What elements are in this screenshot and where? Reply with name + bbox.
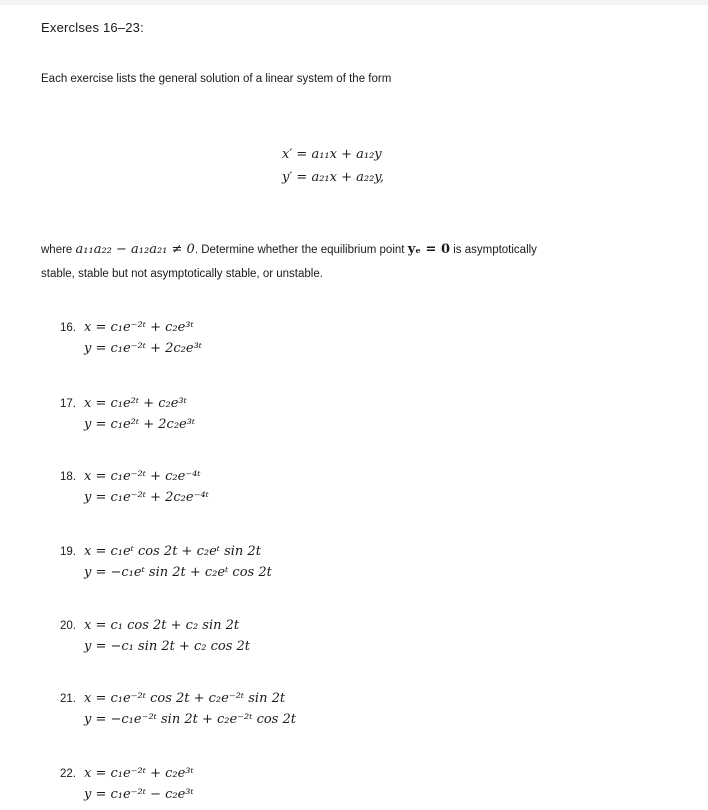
solution-y: y = c₁e⁻²ᵗ − c₂e³ᵗ [84, 787, 194, 802]
solution-y: y = −c₁e⁻²ᵗ sin 2t + c₂e⁻²ᵗ cos 2t [84, 712, 296, 727]
solution-x: x = c₁e²ᵗ + c₂e³ᵗ [84, 396, 187, 411]
solution-x: x = c₁e⁻²ᵗ + c₂e³ᵗ [84, 320, 194, 335]
exercise-19 [60, 542, 261, 560]
condition-suffix: is asymptotically [453, 244, 537, 256]
determinant-condition: a₁₁a₂₂ − a₁₂a₂₁ ≠ 0 [75, 242, 195, 257]
equilibrium-point: yₑ = 0 [407, 242, 451, 257]
condition-prefix: where [41, 244, 73, 256]
solution-x: x = c₁eᵗ cos 2t + c₂eᵗ sin 2t [84, 544, 261, 559]
exercise-16 [60, 318, 194, 336]
solution-x: x = c₁e⁻²ᵗ + c₂e⁻⁴ᵗ [84, 469, 201, 484]
solution-x: x = c₁e⁻²ᵗ cos 2t + c₂e⁻²ᵗ sin 2t [84, 691, 286, 706]
solution-y: y = c₁e⁻²ᵗ + 2c₂e³ᵗ [84, 341, 202, 356]
solution-y: y = c₁e⁻²ᵗ + 2c₂e⁻⁴ᵗ [84, 490, 209, 505]
intro-text: Each exercise lists the general solution of a linear system of the form [41, 73, 392, 85]
solution-y: y = c₁e²ᵗ + 2c₂e³ᵗ [84, 417, 196, 432]
top-bar [0, 0, 708, 5]
condition-line-2: stable, stable but not asymptotically stable, or unstable. [41, 268, 323, 280]
exercise-22 [60, 764, 194, 782]
exercise-number: 20. [60, 620, 76, 632]
solution-y: y = −c₁eᵗ sin 2t + c₂eᵗ cos 2t [84, 565, 272, 580]
system-equation-y: y′ = a₂₁x + a₂₂y, [282, 170, 385, 185]
section-heading: Exerclses 16–23: [41, 20, 144, 35]
exercise-number: 18. [60, 471, 76, 483]
solution-y: y = −c₁ sin 2t + c₂ cos 2t [84, 639, 251, 654]
condition-middle: . Determine whether the equilibrium point [194, 244, 405, 256]
exercise-number: 21. [60, 693, 76, 705]
condition-line-1 [41, 242, 537, 257]
exercise-number: 17. [60, 398, 76, 410]
exercise-number: 19. [60, 546, 76, 558]
exercise-21 [60, 689, 285, 707]
system-equation-x: x′ = a₁₁x + a₁₂y [282, 147, 382, 162]
solution-x: x = c₁ cos 2t + c₂ sin 2t [84, 618, 240, 633]
exercise-20 [60, 616, 239, 634]
solution-x: x = c₁e⁻²ᵗ + c₂e³ᵗ [84, 766, 194, 781]
exercise-number: 22. [60, 768, 76, 780]
exercise-17 [60, 394, 187, 412]
exercise-number: 16. [60, 322, 76, 334]
exercise-18 [60, 467, 201, 485]
